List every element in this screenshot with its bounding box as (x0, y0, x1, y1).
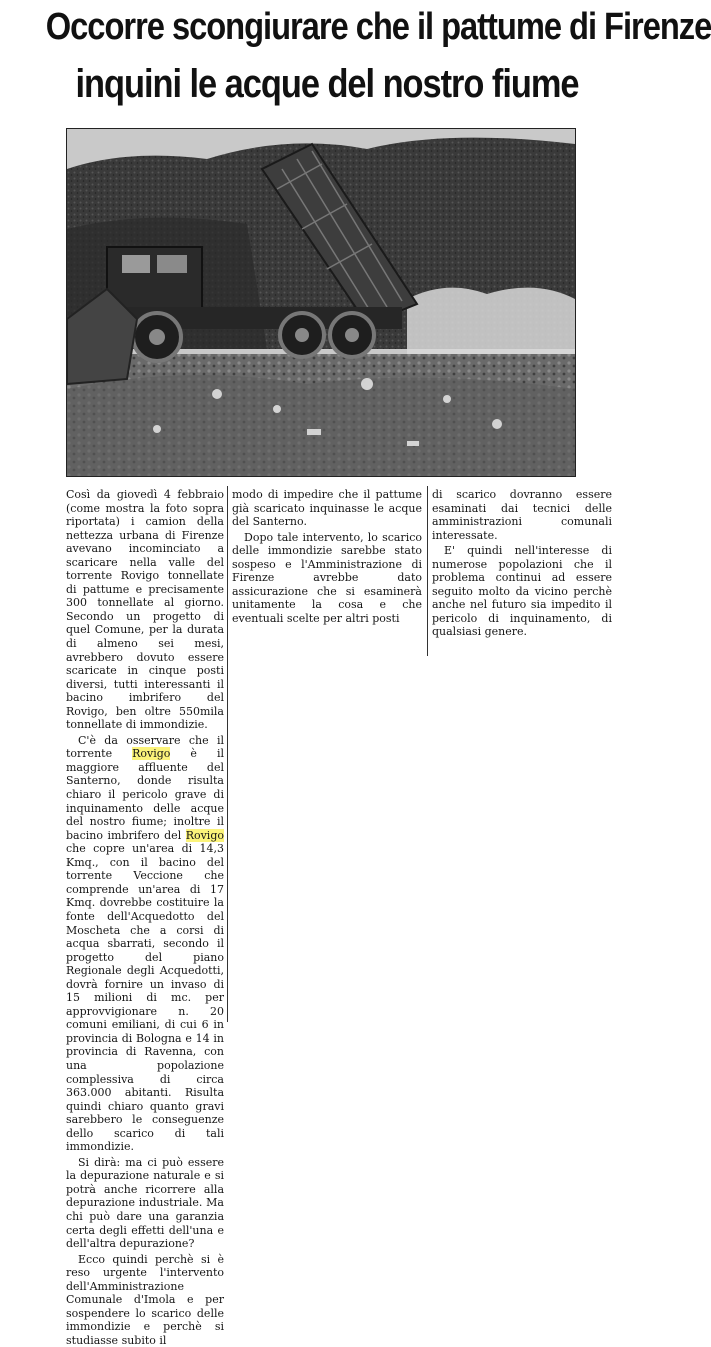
paragraph: Ecco quindi perchè si è reso urgente l'intervento dell'Amministrazione Comunale d'Imola e per sospendere lo scarico delle immondizie e perchè si studiasse subito il (66, 1252, 224, 1347)
article-column-3 (432, 488, 612, 639)
column-rule-2 (427, 486, 428, 656)
article-column-2 (232, 488, 422, 648)
dump-truck-photo-icon (67, 129, 575, 476)
headline-line-2: inquini le acque del nostro fiume (75, 62, 579, 106)
paragraph: Dopo tale intervento, lo scarico delle immondizie sarebbe stato sospeso e l'Amministrazione di Firenze avrebbe dato assicurazione che si esaminerà unitamente la cosa e che eventuali scelte per altri posti (232, 530, 422, 625)
headline-line-1: Occorre scongiurare che il pattume di Firenze (45, 6, 711, 48)
paragraph: Si dirà: ma ci può essere la depurazione naturale e si potrà anche ricorrere alla depurazione industriale. Ma chi può dare una garanzia certa degli effetti dell'una e dell'altra depurazione? (66, 1155, 224, 1251)
highlighted-word: Rovigo (185, 828, 224, 842)
paragraph: E' quindi nell'interesse di numerose popolazioni che il problema continui ad essere seguito molto da vicino perchè anche nel futuro sia impedito il pericolo di inquinamento, di qualsiasi genere. (432, 544, 612, 639)
column-rule-1 (227, 486, 228, 1022)
article-photo (66, 128, 576, 477)
paragraph: di scarico dovranno essere esaminati dai tecnici delle amministrazioni comunali interessate. (432, 488, 612, 542)
paragraph: Così da giovedì 4 febbraio (come mostra la foto sopra riportata) i camion della nettezza urbana di Firenze avevano incominciato a scaricare nella valle del torrente Rovigo tonnellate di pattume e precisamente 300 tonnellate al giorno. Secondo un progetto di quel Comune, per la durata di almeno sei mesi, avrebbero dovuto essere scaricate in cinque posti diversi, tutti interessanti il bacino imbrifero del Rovigo, ben oltre 550mila tonnellate di immondizie. (66, 488, 224, 732)
article-column-1 (66, 488, 224, 1347)
highlighted-word: Rovigo (132, 747, 171, 761)
paragraph: modo di impedire che il pattume già scaricato inquinasse le acque del Santerno. (232, 488, 422, 529)
paragraph: C'è da osservare che il torrente Rovigo è il maggiore affluente del Santerno, donde risulta chiaro il pericolo grave di inquinamento delle acque del nostro fiume; inoltre il bacino imbrifero del Rovigo che copre un'area di 14,3 Kmq., con il bacino del torrente Veccione che comprende un'area di 17 Kmq. dovrebbe costituire la fonte dell'Acquedotto del Moscheta che a corsi di acqua sbarrati, secondo il progetto del piano Regionale degli Acquedotti, dovrà fornire un invaso di 15 milioni di mc. per approvvigionare n. 20 comuni emiliani, di cui 6 in provincia di Bologna e 14 in provincia di Ravenna, con una popolazione complessiva di circa 363.000 abitanti. Risulta quindi chiaro quanto gravi sarebbero le conseguenze dello scarico di tali immondizie. (66, 733, 224, 1154)
